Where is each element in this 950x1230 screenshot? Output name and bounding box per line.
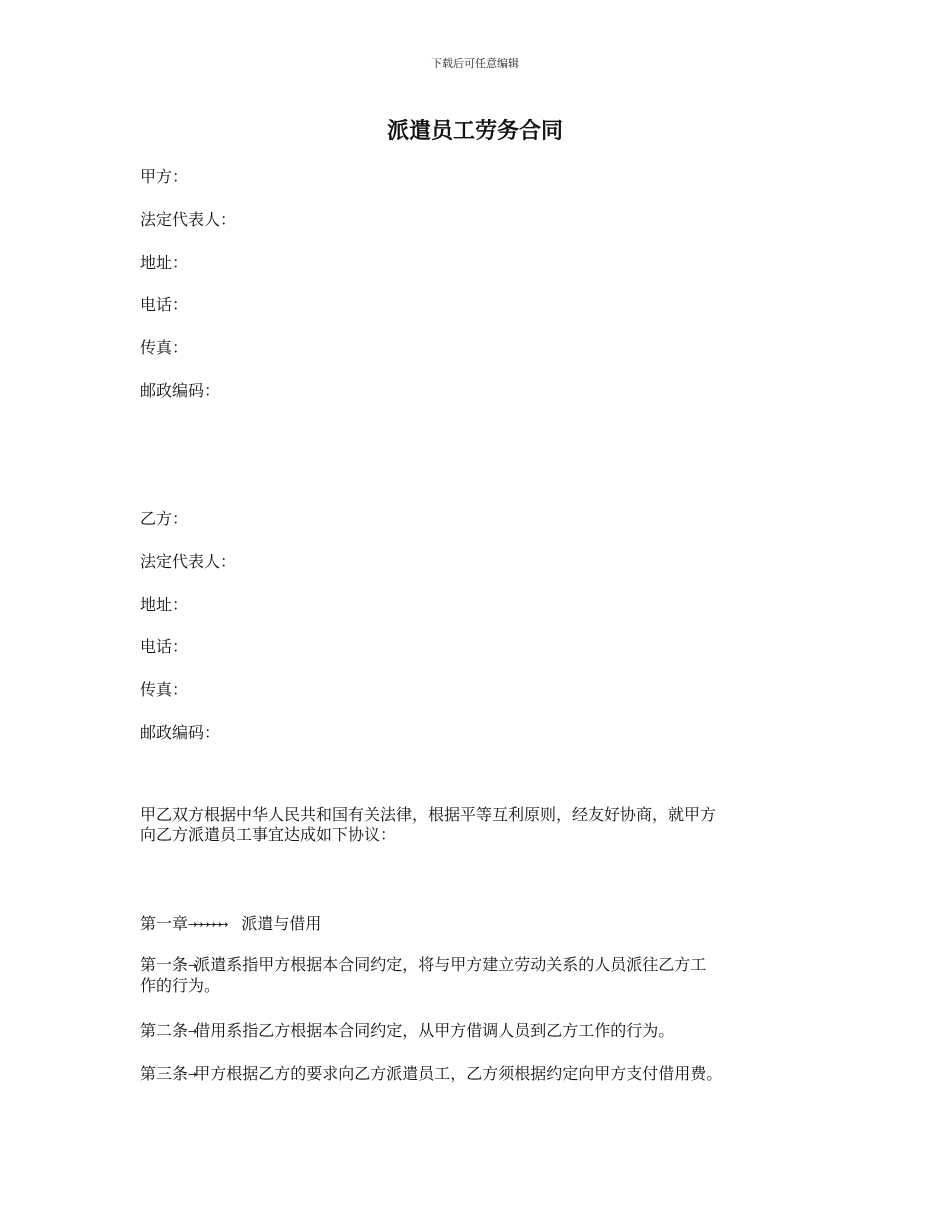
tab-arrow: →: [188, 1068, 195, 1081]
party-b-phone-label: 电话：: [140, 637, 189, 656]
tab-arrows: →→→→→→: [188, 918, 226, 931]
tab-arrow: →: [188, 959, 195, 972]
preamble-paragraph: [140, 805, 830, 845]
party-b-legal-rep-label: 法定代表人：: [140, 552, 237, 571]
article-number: 第一条: [140, 955, 189, 974]
party-b-fax-label: 传真：: [140, 680, 189, 699]
article-number: 第二条: [140, 1021, 189, 1040]
chapter-1-heading: [140, 911, 321, 934]
party-a-address-label: 地址：: [140, 253, 189, 272]
party-a-fax-label: 传真：: [140, 338, 189, 357]
article-text-line-1: 派遣系指甲方根据本合同约定，将与甲方建立劳动关系的人员派往乙方工: [194, 955, 707, 974]
party-a-label: 甲方：: [140, 167, 189, 186]
chapter-number: 第一章: [140, 914, 189, 933]
article-text-line-2: 作的行为。: [140, 976, 221, 995]
preamble-line-2: 向乙方派遣员工事宜达成如下协议：: [140, 825, 397, 844]
document-title: 派遣员工劳务合同: [386, 118, 563, 144]
article-text-line-1: 甲方根据乙方的要求向乙方派遣员工，乙方须根据约定向甲方支付借用费。: [194, 1064, 723, 1083]
article-3: [140, 1061, 722, 1084]
party-a-legal-rep-label: 法定代表人：: [140, 210, 237, 229]
party-b-address-label: 地址：: [140, 595, 189, 614]
article-1: [140, 955, 830, 996]
article-number: 第三条: [140, 1064, 189, 1083]
article-2: [140, 1018, 674, 1041]
party-b-label: 乙方：: [140, 509, 189, 528]
article-text-line-1: 借用系指乙方根据本合同约定，从甲方借调人员到乙方工作的行为。: [194, 1021, 675, 1040]
page-header-note: 下载后可任意编辑: [431, 57, 519, 70]
tab-arrow: →: [188, 1025, 195, 1038]
preamble-line-1: 甲乙双方根据中华人民共和国有关法律，根据平等互利原则，经友好协商，就甲方: [140, 805, 717, 824]
chapter-title: 派遣与借用: [241, 914, 322, 933]
party-a-phone-label: 电话：: [140, 295, 189, 314]
party-b-postal-code-label: 邮政编码：: [140, 723, 221, 742]
party-a-postal-code-label: 邮政编码：: [140, 381, 221, 400]
